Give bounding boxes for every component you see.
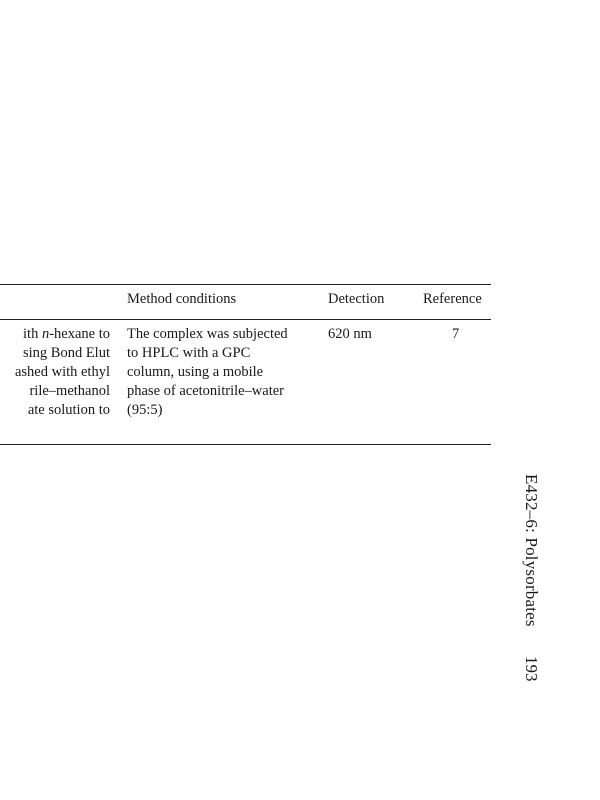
table-header-rule <box>0 319 491 320</box>
clipped-line-3: ashed with ethyl <box>14 364 110 380</box>
clipped-line-5: ate solution to <box>27 402 110 418</box>
running-head: E432–6: Polysorbates <box>522 474 541 627</box>
clipped-line-2: sing Bond Elut <box>22 345 110 361</box>
clipped-line-1: ith n-hexane to <box>23 326 110 342</box>
method-line-1: The complex was subjected <box>127 326 288 342</box>
method-line-2: to HPLC with a GPC <box>127 345 251 361</box>
table-bottom-rule <box>0 444 491 445</box>
method-line-4: phase of acetonitrile–water <box>127 383 285 399</box>
header-method-conditions: Method conditions <box>127 291 237 307</box>
clipped-column <box>0 325 110 420</box>
italic-n: n <box>41 326 50 342</box>
method-line-5: (95:5) <box>127 402 163 418</box>
page-number: 193 <box>522 656 541 682</box>
header-reference: Reference <box>423 291 482 307</box>
cell-detection: 620 nm <box>328 326 372 342</box>
clipped-line-4: rile–methanol <box>29 383 110 399</box>
header-detection: Detection <box>328 291 385 307</box>
cell-method-conditions <box>127 325 288 420</box>
method-line-3: column, using a mobile <box>127 364 264 380</box>
cell-reference: 7 <box>452 326 460 342</box>
table-top-rule <box>0 284 491 285</box>
